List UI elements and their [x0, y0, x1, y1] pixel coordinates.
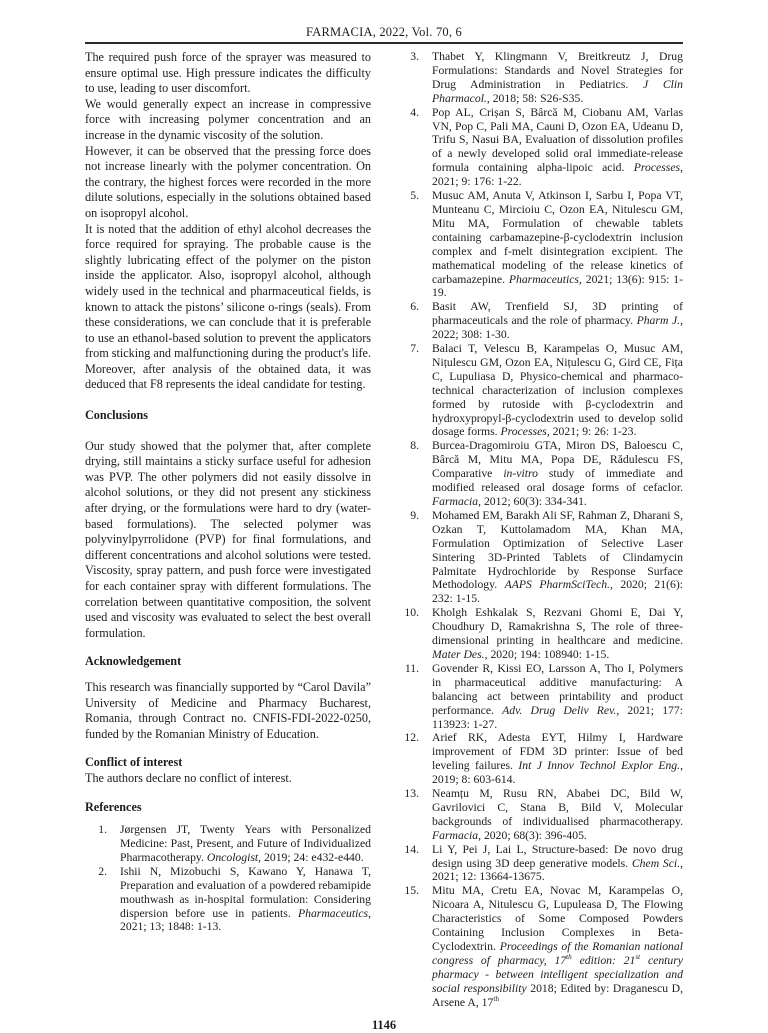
reference-item: [397, 189, 683, 300]
reference-number: 5.: [410, 189, 419, 203]
reference-number: 9.: [410, 508, 419, 522]
reference-number: 14.: [404, 842, 419, 856]
reference-list-left: [85, 823, 371, 934]
reference-text: Pop AL, Crișan S, Bârcă M, Ciobanu AM, Varlas VN, Pop C, Pali MA, Cauni D, Ozon EA, Udeanu D, Trifu S, Nasui BA, Evaluation of dissolution profiles of a newly developed solid oral immediate-release formula containing alpha-lipoic acid. Processes, 2021; 9: 176: 1-22.: [432, 105, 683, 189]
body-paragraph: It is noted that the addition of ethyl alcohol decreases the force required for spraying. The probable cause is the slightly lubricating effect of the polymer on the piston inside the applicator. Also, isopropyl alcohol, although widely used in the technical and pharmaceutical fields, is known to attack the pistons’ silicone o-rings (seals). From these considerations, we can conclude that it is preferable to use an ethanol-based solution to prevent the applicators from sticking and malfunctioning during the product's life. Moreover, after analysis of the obtained data, it was deduced that F8 represents the ideal candidate for testing.: [85, 221, 371, 392]
reference-number: 4.: [410, 105, 419, 119]
reference-number: 10.: [404, 606, 419, 620]
acknowledgement-paragraph: This research was financially supported by “Carol Davila” University of Medicine and Pharmacy Bucharest, Romania, through Contract no. CNFIS-FDI-2022-0250, funded by the Romanian Ministry of Education.: [85, 679, 371, 741]
reference-number: 11.: [404, 661, 419, 675]
body-paragraph: The required push force of the sprayer was measured to ensure optimal use. High pressure indicates the difficulty to use, leading to user discomfort.: [85, 50, 371, 96]
reference-item: [85, 823, 371, 865]
reference-text: Ishii N, Mizobuchi S, Kawano Y, Hanawa T, Preparation and evaluation of a powdered rebamipide mouthwash as in-hospital formulation: Considering dispersion before use in patients. Pharmaceutics, 2021; 13; 1848: 1-13.: [120, 864, 371, 934]
reference-number: 7.: [410, 342, 419, 356]
references-heading: References: [85, 799, 142, 814]
reference-number: 2.: [98, 864, 107, 878]
conclusions-paragraph: Our study showed that the polymer that, after complete drying, still maintains a sticky surface useful for adhesion was PVP. The other polymers did not easily dissolve in alcohol solutions, or they did not present any stickiness after drying, or the formulations were hard to dry (water-based formulations). The selected polymer was polyvinylpyrrolidone (PVP) for final formulations, and different concentrations and alcohol solutions were tested. Viscosity, spray pattern, and push force were investigated for each container spray with different formulations. The correlation between quantitative composition, the solvent used and viscosity was evaluated to select the best overall formulation.: [85, 438, 371, 640]
conflict-of-interest-paragraph: The authors declare no conflict of interest.: [85, 770, 292, 785]
right-column: [397, 50, 683, 1010]
page-content: [85, 42, 683, 1010]
reference-text: Basit AW, Trenfield SJ, 3D printing of pharmaceuticals and the role of pharmacy. Pharm J., 2022; 308: 1-30.: [432, 300, 683, 342]
reference-list-right: [397, 50, 683, 1010]
reference-text: Musuc AM, Anuta V, Atkinson I, Sarbu I, Popa VT, Munteanu C, Mircioiu C, Ozon EA, Nitulescu GM, Mitu MA, Formulation of chewable tablets containing carbamazepine-β-cyclodextrin inclusion complex and f-melt disintegration excipient. The mathematical modeling of the release kinetics of carbamazepine. Pharmaceutics, 2021; 13(6): 915: 1-19.: [432, 189, 684, 300]
reference-item: [85, 865, 371, 935]
reference-number: 1.: [98, 823, 107, 837]
body-paragraph: We would generally expect an increase in compressive force with increasing polymer concentration and an increase in the dynamic viscosity of the solution.: [85, 96, 371, 142]
reference-text: Jørgensen JT, Twenty Years with Personalized Medicine: Past, Present, and Future of Individualized Pharmacotherapy. Oncologist, 2019; 24: e432-e440.: [120, 823, 371, 864]
reference-text: Mohamed EM, Barakh Ali SF, Rahman Z, Dharani S, Ozkan T, Kuttolamadom MA, Khan MA, Formulation Optimization of Selective Laser Sintering 3D-Printed Tablets of Clindamycin Palmitate Hydrochloride by Response Surface Methodology. AAPS PharmSciTech., 2020; 21(6): 232: 1-15.: [432, 508, 683, 606]
reference-number: 3.: [410, 50, 419, 63]
reference-text: Burcea-Dragomiroiu GTA, Miron DS, Baloescu C, Bârcă M, Mitu MA, Popa DE, Rădulescu FS, Comparative in-vitro study of immediate and modified released oral dosage forms of cefaclor. Farmacia, 2012; 60(3): 334-341.: [432, 439, 683, 508]
reference-item: [397, 50, 683, 106]
left-column: [85, 50, 371, 1010]
reference-number: 8.: [410, 439, 419, 453]
reference-item: [397, 439, 683, 509]
reference-item: [397, 106, 683, 189]
reference-text: Neamțu M, Rusu RN, Ababei DC, Bild W, Gavrilovici C, Stana B, Bild V, Molecular backgrounds of individualised pharmacotherapy. Farmacia, 2020; 68(3): 396-405.: [432, 787, 683, 842]
reference-text: Govender R, Kissi EO, Larsson A, Tho I, Polymers in pharmaceutical additive manufacturing: A balancing act between printability and product performance. Adv. Drug Deliv Rev., 2021; 177: 113923: 1-27.: [432, 661, 683, 731]
reference-item: [397, 787, 683, 843]
reference-item: [397, 509, 683, 606]
reference-item: [397, 843, 683, 885]
reference-text: Li Y, Pei J, Lai L, Structure-based: De novo drug design using 3D deep generative models. Chem Sci., 2021; 12: 13664-13675.: [432, 842, 684, 884]
two-column-layout: [85, 44, 683, 1010]
acknowledgement-heading: Acknowledgement: [85, 654, 182, 669]
reference-text: Mitu MA, Cretu EA, Novac M, Karampelas O, Nicoara A, Nitulescu G, Lupuleasa D, The Flowing Characteristics of Some Composed Powders Containing Inclusion Complexes in Beta-Cyclodextrin. Proceedings of the Romanian national congress of pharmacy, 17th edition: 21st century pharmacy - between intelligent specialization and social responsibility 2018; Edited by: Draganescu D, Arsene A, 17th: [432, 884, 683, 1009]
body-paragraph: However, it can be observed that the pressing force does not increase linearly with the polymer concentration. On the contrary, the highest forces were recorded in the more dilute solutions, especially in the solutions obtained based on isopropyl alcohol.: [85, 143, 371, 220]
conflict-of-interest-heading: Conflict of interest: [85, 755, 183, 770]
reference-text: Arief RK, Adesta EYT, Hilmy I, Hardware improvement of FDM 3D printer: Issue of bed leveling failures. Int J Innov Technol Explor Eng., 2019; 8: 603-614.: [432, 731, 683, 787]
reference-item: [397, 300, 683, 342]
page-number: 1146: [371, 1017, 397, 1032]
reference-number: 15.: [404, 884, 419, 898]
journal-header-line: FARMACIA, 2022, Vol. 70, 6: [306, 25, 462, 39]
reference-item: [397, 731, 683, 787]
reference-item: [397, 606, 683, 662]
conclusions-heading: Conclusions: [85, 408, 148, 423]
reference-text: Thabet Y, Klingmann V, Breitkreutz J, Drug Formulations: Standards and Novel Strategies for Drug Administration in Pediatrics. J Clin Pharmacol., 2018; 58: S26-S35.: [432, 50, 683, 105]
reference-item: [397, 884, 683, 1009]
reference-number: 6.: [410, 300, 419, 314]
reference-item: [397, 342, 683, 439]
reference-text: Balaci T, Velescu B, Karampelas O, Musuc AM, Nițulescu GM, Ozon EA, Nițulescu G, Gird CE, Fița C, Lupuliasa D, Physico-chemical and pharmaco-technical characterization of inclusion complexes formed by rutoside with β-cyclodextrin and hydroxypropyl-β-cyclodextrin used to develop solid dosage forms. Processes, 2021; 9: 26: 1-23.: [432, 342, 683, 439]
reference-number: 12.: [404, 731, 419, 745]
reference-item: [397, 662, 683, 732]
reference-text: Kholgh Eshkalak S, Rezvani Ghomi E, Dai Y, Choudhury D, Ramakrishna S, The role of three-dimensional printing in healthcare and medicine. Mater Des., 2020; 194: 108940: 1-15.: [432, 606, 683, 661]
reference-number: 13.: [404, 787, 419, 801]
